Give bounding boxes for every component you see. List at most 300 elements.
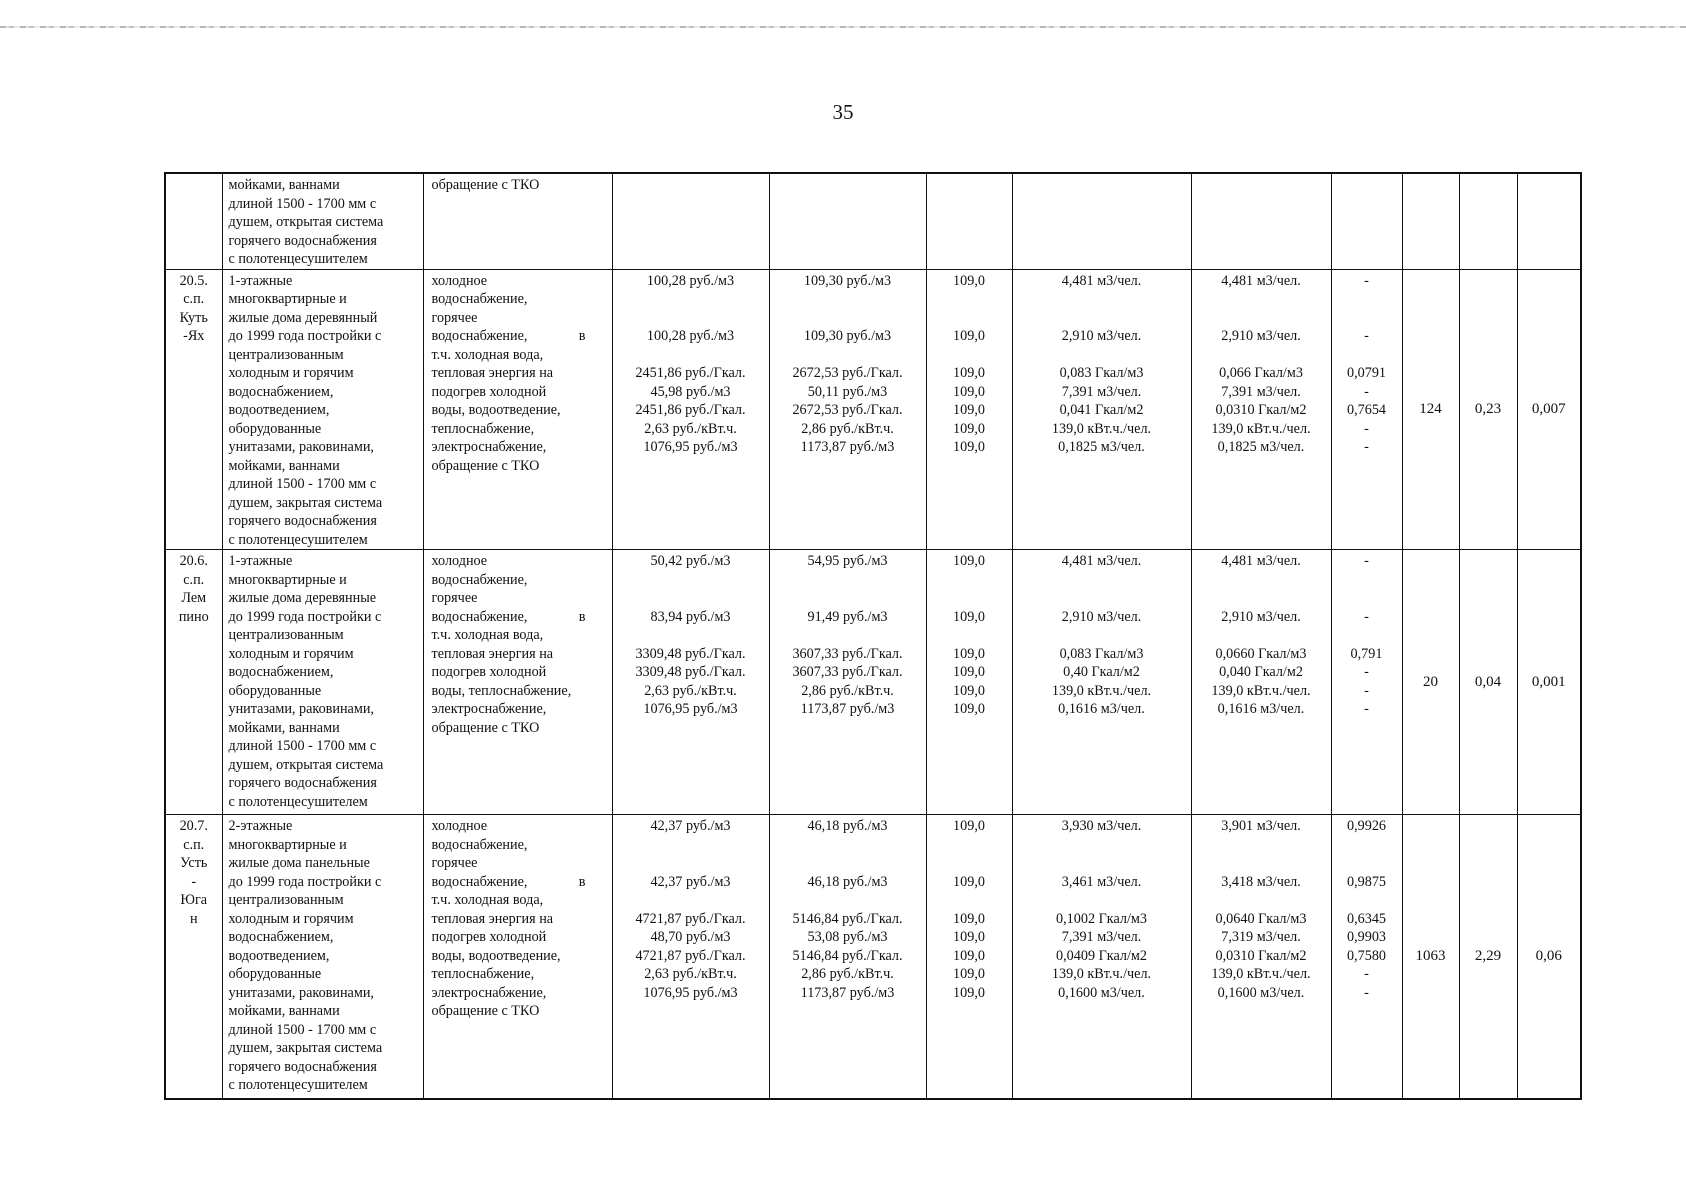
cell-line: 4,481 м3/чел. bbox=[1221, 272, 1301, 289]
cell-line: 20.5. bbox=[179, 272, 208, 289]
cell-line bbox=[770, 589, 926, 608]
cell-line: 0,0310 Гкал/м2 bbox=[1215, 947, 1307, 964]
cell-line: 50,42 руб./м3 bbox=[650, 553, 731, 569]
cell-index bbox=[926, 173, 1012, 269]
cell-coef bbox=[1331, 815, 1402, 1099]
cell-line: унитазами, раковинами, bbox=[228, 701, 374, 717]
cell-line bbox=[927, 290, 1012, 309]
cell-index bbox=[926, 269, 1012, 550]
cell-line: Лем bbox=[181, 590, 207, 606]
cell-line: обращение с ТКО bbox=[431, 177, 540, 193]
cell-line: 109,0 bbox=[953, 966, 985, 982]
cell-line: 2,86 руб./кВт.ч. bbox=[801, 966, 894, 982]
cell-line: унитазами, раковинами, bbox=[228, 439, 374, 455]
cell-line bbox=[927, 571, 1012, 590]
cell-line bbox=[1332, 626, 1402, 645]
cell-line: - bbox=[1364, 383, 1369, 400]
cell-line: душем, закрытая система bbox=[228, 1040, 383, 1056]
cell-line: 7,319 м3/чел. bbox=[1221, 929, 1301, 945]
cell-line bbox=[613, 309, 769, 328]
cell-line bbox=[770, 290, 926, 309]
cell-norm-2 bbox=[1191, 269, 1331, 550]
cell-line: 2-этажные bbox=[228, 818, 293, 834]
cell-line: - bbox=[1364, 966, 1369, 982]
cell-line: 2,910 м3/чел. bbox=[1061, 328, 1142, 344]
cell-line: 109,0 bbox=[953, 553, 985, 569]
cell-line: тепловая энергия на bbox=[431, 365, 554, 381]
cell-line: 0,1616 м3/чел. bbox=[1217, 701, 1305, 717]
cell-line bbox=[1332, 571, 1402, 590]
cell-services bbox=[423, 550, 612, 815]
cell-line: 46,18 руб./м3 bbox=[807, 873, 888, 890]
table-body bbox=[165, 173, 1581, 1099]
cell-line: с.п. bbox=[183, 291, 205, 307]
cell-line: обращение с ТКО bbox=[431, 1003, 540, 1019]
cell-line bbox=[927, 309, 1012, 328]
scan-edge-artifact bbox=[0, 26, 1686, 28]
cell-line: длиной 1500 - 1700 мм с bbox=[228, 476, 377, 492]
cell-line: подогрев холодной bbox=[431, 383, 547, 400]
cell-line: 5146,84 руб./Гкал. bbox=[792, 947, 903, 964]
cell-line: 2,63 руб./кВт.ч. bbox=[644, 682, 737, 699]
cell-index bbox=[926, 815, 1012, 1099]
cell-line: 0,7580 bbox=[1346, 947, 1386, 964]
cell-line: подогрев холодной bbox=[431, 664, 547, 680]
cell-line: мойками, ваннами bbox=[228, 719, 340, 736]
cell-line bbox=[1332, 854, 1402, 873]
cell-line: 109,30 руб./м3 bbox=[803, 328, 892, 344]
cell-line: 50,11 руб./м3 bbox=[807, 383, 888, 400]
cell-line: теплоснабжение, bbox=[431, 966, 535, 982]
cell-line: водоснабжение, bbox=[431, 836, 528, 853]
cell-line bbox=[770, 836, 926, 855]
cell-line: 42,37 руб./м3 bbox=[650, 818, 731, 834]
cell-line: 109,0 bbox=[953, 420, 985, 437]
cell-line: 109,0 bbox=[953, 701, 985, 717]
cell-line: 7,391 м3/чел. bbox=[1061, 383, 1142, 400]
cell-line: горячего водоснабжения bbox=[228, 513, 377, 529]
cell-v3: 0,06 bbox=[1517, 815, 1581, 1099]
cell-line: - bbox=[1364, 553, 1369, 569]
cell-line: 20.6. bbox=[179, 553, 208, 569]
cell-line: 0,083 Гкал/м3 bbox=[1059, 365, 1144, 381]
cell-line bbox=[1013, 836, 1191, 855]
cell-line: - bbox=[191, 873, 197, 890]
cell-line: многоквартирные и bbox=[228, 571, 347, 588]
cell-line: 0,40 Гкал/м2 bbox=[1063, 664, 1140, 680]
cell-id bbox=[165, 269, 222, 550]
cell-line: 109,0 bbox=[953, 873, 985, 890]
cell-line: мойками, ваннами bbox=[228, 177, 340, 193]
cell-line: мойками, ваннами bbox=[228, 457, 340, 474]
cell-line: 1-этажные bbox=[228, 272, 293, 289]
cell-line: 2,86 руб./кВт.ч. bbox=[801, 682, 894, 699]
cell-line: 109,0 bbox=[953, 910, 985, 927]
cell-line: до 1999 года постройки с bbox=[228, 873, 382, 890]
cell-line: с.п. bbox=[183, 836, 205, 853]
cell-line bbox=[1192, 891, 1331, 910]
cell-line: 0,9875 bbox=[1346, 873, 1386, 890]
cell-line: - bbox=[1364, 439, 1369, 455]
cell-line: 0,0791 bbox=[1346, 365, 1386, 381]
cell-line: многоквартирные и bbox=[228, 291, 347, 307]
cell-v3: 0,007 bbox=[1517, 269, 1581, 550]
cell-line bbox=[613, 571, 769, 590]
cell-line bbox=[613, 891, 769, 910]
cell-line: 109,0 bbox=[953, 682, 985, 699]
cell-line: 3,930 м3/чел. bbox=[1061, 818, 1142, 834]
cell-line: централизованным bbox=[228, 627, 344, 643]
cell-v3: 0,001 bbox=[1517, 550, 1581, 815]
cell-line: 2,63 руб./кВт.ч. bbox=[644, 420, 737, 437]
cell-line: Юга bbox=[180, 892, 208, 908]
cell-services bbox=[423, 815, 612, 1099]
cell-line: 139,0 кВт.ч./чел. bbox=[1051, 420, 1152, 437]
cell-line: водоснабжение, bbox=[431, 291, 528, 307]
cell-line: 109,0 bbox=[953, 328, 985, 344]
cell-coef bbox=[1331, 173, 1402, 269]
cell-line bbox=[1013, 589, 1191, 608]
cell-description bbox=[222, 173, 423, 269]
cell-line: холодным и горячим bbox=[228, 365, 354, 381]
cell-line: 54,95 руб./м3 bbox=[807, 553, 888, 569]
cell-index bbox=[926, 550, 1012, 815]
cell-line bbox=[770, 346, 926, 365]
cell-line: водоснабжением, bbox=[228, 664, 334, 680]
cell-id bbox=[165, 173, 222, 269]
cell-line: 0,9926 bbox=[1346, 818, 1386, 834]
cell-line bbox=[1013, 571, 1191, 590]
cell-line: 0,6345 bbox=[1346, 910, 1386, 927]
cell-line: 109,0 bbox=[953, 272, 985, 289]
cell-line bbox=[1013, 891, 1191, 910]
cell-line: 7,391 м3/чел. bbox=[1061, 929, 1142, 945]
cell-line bbox=[1013, 309, 1191, 328]
cell-line: 109,30 руб./м3 bbox=[803, 272, 892, 289]
cell-line: горячего водоснабжения bbox=[228, 232, 377, 249]
cell-line: с полотенцесушителем bbox=[228, 1077, 368, 1093]
cell-line bbox=[1332, 589, 1402, 608]
table-row bbox=[165, 550, 1581, 815]
cell-line bbox=[1192, 626, 1331, 645]
cell-line: - bbox=[1364, 701, 1369, 717]
cell-line bbox=[770, 891, 926, 910]
cell-line: 1-этажные bbox=[228, 553, 293, 569]
cell-line: 5146,84 руб./Гкал. bbox=[792, 910, 903, 927]
cell-line: электроснабжение, bbox=[431, 984, 547, 1001]
cell-line: 109,0 bbox=[953, 645, 985, 662]
cell-line: 45,98 руб./м3 bbox=[650, 383, 731, 400]
cell-line: водоснабжение, в bbox=[431, 608, 586, 625]
cell-line: 0,791 bbox=[1350, 645, 1383, 662]
cell-line: унитазами, раковинами, bbox=[228, 984, 374, 1001]
cell-line: 0,0409 Гкал/м2 bbox=[1056, 947, 1147, 964]
cell-line: 0,1600 м3/чел. bbox=[1058, 984, 1145, 1001]
table-row-continued bbox=[165, 173, 1581, 269]
cell-line: централизованным bbox=[228, 892, 344, 908]
cell-norm-2 bbox=[1191, 173, 1331, 269]
cell-line: душем, открытая система bbox=[228, 756, 384, 773]
cell-line: 109,0 bbox=[953, 818, 985, 834]
cell-v1 bbox=[1402, 173, 1459, 269]
cell-line: 2672,53 руб./Гкал. bbox=[792, 365, 903, 381]
cell-line: горячее bbox=[431, 590, 478, 606]
cell-line: водоотведением, bbox=[228, 402, 330, 418]
cell-line: жилые дома деревянный bbox=[228, 309, 378, 326]
cell-line: теплоснабжение, bbox=[431, 420, 535, 437]
cell-line: воды, водоотведение, bbox=[431, 402, 561, 418]
cell-tariff-1 bbox=[612, 173, 769, 269]
cell-line: 109,0 bbox=[953, 365, 985, 381]
cell-line: многоквартирные и bbox=[228, 836, 347, 853]
cell-line bbox=[927, 891, 1012, 910]
cell-line: до 1999 года постройки с bbox=[228, 608, 382, 625]
cell-line: жилые дома деревянные bbox=[228, 590, 377, 606]
cell-line: 2,63 руб./кВт.ч. bbox=[644, 966, 737, 982]
cell-line bbox=[1013, 854, 1191, 873]
cell-line bbox=[1192, 836, 1331, 855]
cell-line: 109,0 bbox=[953, 439, 985, 455]
cell-line: горячего водоснабжения bbox=[228, 1058, 377, 1075]
cell-line: водоснабжение, bbox=[431, 571, 528, 588]
cell-line bbox=[1332, 309, 1402, 328]
cell-line: 4721,87 руб./Гкал. bbox=[635, 910, 746, 927]
cell-line: 100,28 руб./м3 bbox=[646, 328, 735, 344]
cell-line: 1076,95 руб./м3 bbox=[643, 439, 738, 455]
cell-line: 139,0 кВт.ч./чел. bbox=[1211, 682, 1311, 699]
cell-line: 2451,86 руб./Гкал. bbox=[635, 365, 746, 381]
cell-line: оборудованные bbox=[228, 682, 322, 699]
cell-line: 109,0 bbox=[953, 402, 985, 418]
cell-line: Усть bbox=[180, 855, 208, 871]
cell-line: 4,481 м3/чел. bbox=[1061, 553, 1142, 569]
cell-tariff-1 bbox=[612, 550, 769, 815]
cell-line bbox=[1332, 346, 1402, 365]
tariff-table bbox=[164, 172, 1582, 1100]
cell-line bbox=[1192, 854, 1331, 873]
cell-line: 0,0640 Гкал/м3 bbox=[1215, 910, 1307, 927]
cell-line: - bbox=[1364, 682, 1369, 699]
cell-line bbox=[1192, 309, 1331, 328]
cell-line: 0,0310 Гкал/м2 bbox=[1215, 402, 1307, 418]
cell-line: холодным и горячим bbox=[228, 910, 354, 927]
cell-line: до 1999 года постройки с bbox=[228, 328, 382, 344]
cell-line: 2,910 м3/чел. bbox=[1221, 328, 1301, 344]
cell-description bbox=[222, 815, 423, 1099]
cell-line: т.ч. холодная вода, bbox=[431, 627, 544, 643]
cell-line: водоснабжением, bbox=[228, 929, 334, 945]
cell-line: длиной 1500 - 1700 мм с bbox=[228, 738, 377, 754]
cell-line bbox=[1013, 346, 1191, 365]
cell-line: 0,7654 bbox=[1346, 402, 1386, 418]
cell-line bbox=[927, 346, 1012, 365]
cell-line: т.ч. холодная вода, bbox=[431, 346, 544, 363]
cell-v1: 20 bbox=[1402, 550, 1459, 815]
cell-line: 0,066 Гкал/м3 bbox=[1219, 365, 1303, 381]
cell-norm-2 bbox=[1191, 550, 1331, 815]
cell-line: водоснабжением, bbox=[228, 383, 334, 400]
cell-line: 139,0 кВт.ч./чел. bbox=[1211, 420, 1311, 437]
cell-line: водоснабжение, в bbox=[431, 328, 586, 344]
cell-tariff-1 bbox=[612, 815, 769, 1099]
cell-line bbox=[927, 589, 1012, 608]
cell-line: 1076,95 руб./м3 bbox=[643, 701, 738, 717]
cell-line: 0,1825 м3/чел. bbox=[1058, 439, 1145, 455]
cell-line: 2451,86 руб./Гкал. bbox=[635, 402, 746, 418]
cell-line: 0,040 Гкал/м2 bbox=[1219, 664, 1303, 680]
cell-line bbox=[613, 836, 769, 855]
cell-norm-1 bbox=[1012, 269, 1191, 550]
cell-line: горячего водоснабжения bbox=[228, 775, 377, 791]
cell-line: 0,1825 м3/чел. bbox=[1217, 439, 1305, 455]
cell-line bbox=[613, 346, 769, 365]
cell-line: 1173,87 руб./м3 bbox=[800, 439, 895, 455]
cell-line: 2,910 м3/чел. bbox=[1061, 608, 1142, 625]
cell-line: с полотенцесушителем bbox=[228, 793, 368, 810]
cell-line: мойками, ваннами bbox=[228, 1003, 340, 1019]
cell-line: холодное bbox=[431, 818, 488, 834]
cell-line: душем, закрытая система bbox=[228, 494, 383, 511]
cell-line: жилые дома панельные bbox=[228, 855, 370, 871]
cell-v2: 0,04 bbox=[1459, 550, 1517, 815]
cell-line: 42,37 руб./м3 bbox=[650, 873, 731, 890]
cell-line: 139,0 кВт.ч./чел. bbox=[1211, 966, 1311, 982]
cell-line: обращение с ТКО bbox=[431, 457, 540, 474]
cell-line: 100,28 руб./м3 bbox=[646, 272, 735, 289]
cell-line: холодное bbox=[431, 553, 488, 569]
cell-line: 139,0 кВт.ч./чел. bbox=[1051, 966, 1152, 982]
cell-line: 48,70 руб./м3 bbox=[650, 929, 731, 945]
cell-tariff-2 bbox=[769, 173, 926, 269]
cell-description bbox=[222, 550, 423, 815]
cell-line: - bbox=[1364, 984, 1369, 1001]
cell-line: оборудованные bbox=[228, 420, 322, 437]
cell-line bbox=[770, 571, 926, 590]
cell-line: 2672,53 руб./Гкал. bbox=[792, 402, 903, 418]
cell-line bbox=[613, 854, 769, 873]
cell-line: обращение с ТКО bbox=[431, 719, 540, 736]
cell-line bbox=[927, 854, 1012, 873]
cell-line: 0,041 Гкал/м2 bbox=[1059, 402, 1144, 418]
cell-tariff-1 bbox=[612, 269, 769, 550]
cell-line: 109,0 bbox=[953, 984, 985, 1001]
cell-tariff-2 bbox=[769, 815, 926, 1099]
cell-line bbox=[1332, 290, 1402, 309]
cell-line: 3607,33 руб./Гкал. bbox=[792, 664, 903, 680]
cell-line: с полотенцесушителем bbox=[228, 251, 368, 267]
cell-line: - bbox=[1364, 328, 1369, 344]
cell-line: воды, теплоснабжение, bbox=[431, 682, 572, 699]
cell-norm-2 bbox=[1191, 815, 1331, 1099]
cell-line: 0,0660 Гкал/м3 bbox=[1215, 645, 1307, 662]
table-row bbox=[165, 815, 1581, 1099]
cell-line: длиной 1500 - 1700 мм с bbox=[228, 1021, 377, 1038]
cell-line: 0,1600 м3/чел. bbox=[1217, 984, 1305, 1001]
cell-line bbox=[770, 854, 926, 873]
cell-id bbox=[165, 550, 222, 815]
cell-norm-1 bbox=[1012, 815, 1191, 1099]
cell-line: 139,0 кВт.ч./чел. bbox=[1051, 682, 1152, 699]
cell-line: 46,18 руб./м3 bbox=[807, 818, 888, 834]
cell-line: 1076,95 руб./м3 bbox=[643, 984, 738, 1001]
cell-line: 3309,48 руб./Гкал. bbox=[635, 664, 746, 680]
cell-line: 7,391 м3/чел. bbox=[1221, 383, 1301, 400]
cell-line: 4721,87 руб./Гкал. bbox=[635, 947, 746, 964]
cell-line: пино bbox=[178, 608, 209, 625]
cell-line: 109,0 bbox=[953, 664, 985, 680]
cell-line bbox=[1192, 589, 1331, 608]
cell-id bbox=[165, 815, 222, 1099]
cell-line: 0,083 Гкал/м3 bbox=[1059, 645, 1144, 662]
cell-line: водоснабжение, в bbox=[431, 873, 586, 890]
cell-line: холодным и горячим bbox=[228, 645, 354, 662]
cell-v2: 2,29 bbox=[1459, 815, 1517, 1099]
cell-line: электроснабжение, bbox=[431, 439, 547, 455]
cell-line: с полотенцесушителем bbox=[228, 531, 368, 548]
cell-line: 109,0 bbox=[953, 383, 985, 400]
cell-line: 109,0 bbox=[953, 608, 985, 625]
cell-line: 20.7. bbox=[179, 818, 208, 834]
cell-line: подогрев холодной bbox=[431, 929, 547, 945]
cell-line: горячее bbox=[431, 855, 478, 871]
cell-line: водоотведением, bbox=[228, 947, 330, 964]
cell-v1: 124 bbox=[1402, 269, 1459, 550]
cell-line: - bbox=[1364, 420, 1369, 437]
cell-tariff-2 bbox=[769, 269, 926, 550]
cell-line: 3,461 м3/чел. bbox=[1061, 873, 1142, 890]
cell-line: н bbox=[189, 910, 198, 927]
cell-line bbox=[613, 290, 769, 309]
cell-line bbox=[1013, 290, 1191, 309]
cell-line bbox=[613, 626, 769, 645]
cell-line: - bbox=[1364, 608, 1369, 625]
cell-line bbox=[1192, 290, 1331, 309]
cell-line: 109,0 bbox=[953, 947, 985, 964]
cell-line: горячее bbox=[431, 309, 478, 326]
cell-services bbox=[423, 173, 612, 269]
cell-v3 bbox=[1517, 173, 1581, 269]
cell-line: 1173,87 руб./м3 bbox=[800, 984, 895, 1001]
cell-line: с.п. bbox=[183, 571, 205, 588]
cell-line: 3,901 м3/чел. bbox=[1221, 818, 1301, 834]
cell-line: - bbox=[1364, 664, 1369, 680]
cell-line: 0,1002 Гкал/м3 bbox=[1056, 910, 1147, 927]
cell-norm-1 bbox=[1012, 550, 1191, 815]
cell-v2 bbox=[1459, 173, 1517, 269]
cell-line: 2,910 м3/чел. bbox=[1221, 608, 1301, 625]
cell-line: - bbox=[1364, 272, 1369, 289]
cell-line: тепловая энергия на bbox=[431, 645, 554, 662]
cell-line: 53,08 руб./м3 bbox=[807, 929, 888, 945]
cell-line: 1173,87 руб./м3 bbox=[800, 701, 895, 717]
cell-line: электроснабжение, bbox=[431, 701, 547, 717]
cell-line: 3607,33 руб./Гкал. bbox=[792, 645, 903, 662]
cell-services bbox=[423, 269, 612, 550]
cell-line bbox=[927, 626, 1012, 645]
cell-line: 2,86 руб./кВт.ч. bbox=[801, 420, 894, 437]
cell-line: 0,1616 м3/чел. bbox=[1058, 701, 1145, 717]
cell-line: оборудованные bbox=[228, 966, 322, 982]
cell-description bbox=[222, 269, 423, 550]
cell-tariff-2 bbox=[769, 550, 926, 815]
cell-line: 91,49 руб./м3 bbox=[807, 608, 888, 625]
cell-line: 109,0 bbox=[953, 929, 985, 945]
cell-line: холодное bbox=[431, 272, 488, 289]
cell-line bbox=[770, 309, 926, 328]
cell-line bbox=[1332, 891, 1402, 910]
cell-line: воды, водоотведение, bbox=[431, 947, 561, 964]
cell-line bbox=[1332, 836, 1402, 855]
